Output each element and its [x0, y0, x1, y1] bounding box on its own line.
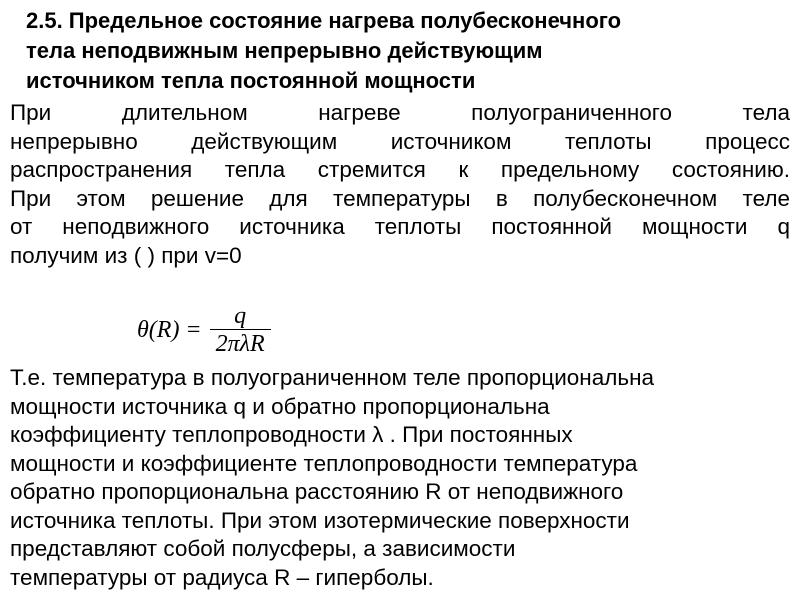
text-line: При этом решение для температуры в полубесконечном теле	[10, 185, 790, 211]
paragraph-intro	[10, 99, 790, 270]
temperature-formula	[137, 300, 271, 360]
title-line: источником тепла постоянной мощности	[26, 68, 476, 93]
title-line: 2.5. Предельное состояние нагрева полубесконечного	[26, 8, 622, 33]
formula-numerator: q	[234, 302, 247, 329]
text-line: непрерывно действующим источником теплоты процесс	[10, 128, 790, 154]
text-line: мощности и коэффициенте теплопроводности температура	[10, 450, 638, 476]
text-line: представляют собой полусферы, а зависимости	[10, 536, 516, 561]
text-line: источника теплоты. При этом изотермические поверхности	[10, 507, 630, 533]
text-line: распространения тепла стремится к предельному состоянию.	[10, 157, 790, 182]
text-line: получим из ( ) при v=0	[10, 242, 242, 268]
formula-fraction	[210, 303, 271, 358]
formula-denominator: 2πλR	[215, 330, 265, 357]
title-line: тела неподвижным непрерывно действующим	[26, 38, 543, 63]
text-line: от неподвижного источника теплоты постоянной мощности q	[10, 214, 790, 239]
text-line: мощности источника q и обратно пропорциональна	[10, 393, 550, 419]
formula-lhs: θ(R) =	[137, 316, 202, 343]
text-line: обратно пропорциональна расстоянию R от неподвижного	[10, 479, 624, 504]
text-line: При длительном нагреве полуограниченного тела	[10, 100, 790, 125]
text-line: Т.е. температура в полуограниченном теле пропорциональна	[10, 365, 655, 390]
text-line: коэффициенту теплопроводности λ . При постоянных	[10, 422, 573, 447]
text-line: температуры от радиуса R – гиперболы.	[10, 564, 434, 590]
slide-title	[26, 6, 786, 96]
paragraph-conclusion	[10, 364, 790, 592]
